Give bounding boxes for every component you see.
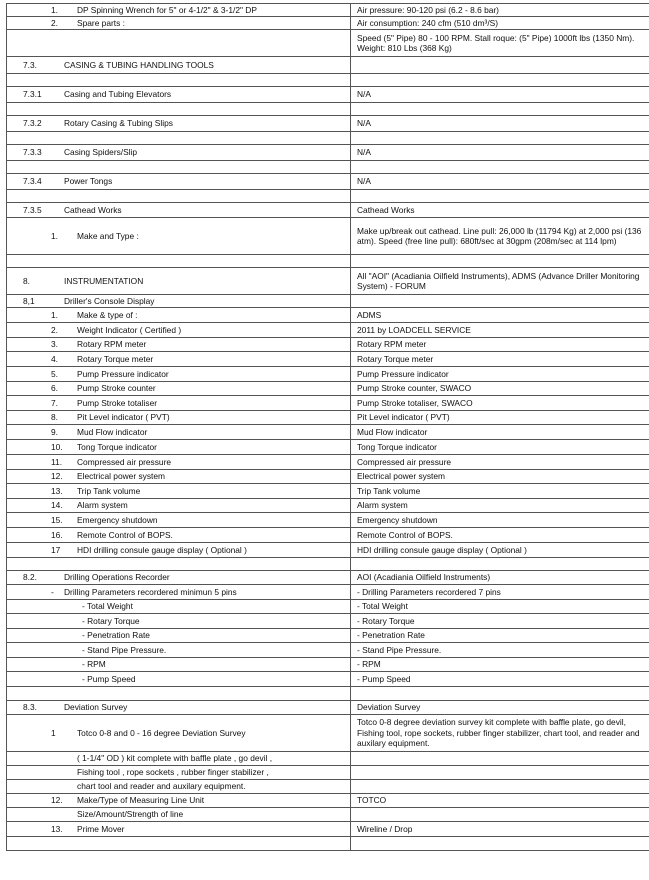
right-cell [351,585,649,600]
table-row [7,268,649,295]
left-text: Emergency shutdown [77,514,158,525]
right-text: Trip Tank volume [357,485,421,496]
left-text: Power Tongs [64,176,113,187]
section-number: 7.3.2 [23,118,42,129]
dash-marker: - [51,586,54,597]
left-cell [7,808,351,822]
item-number: 5. [51,368,58,379]
right-text: Speed (5" Pipe) 80 - 100 RPM. Stall roque: (5" Pipe) 1000ft lbs (1350 Nm). Weight: 810 Lbs (368 Kg) [357,32,635,53]
item-number: 2. [51,324,58,335]
table-row [7,87,649,103]
table-row [7,794,649,808]
section-number: 7.3.4 [23,176,42,187]
table-row [7,74,649,87]
right-cell [351,629,649,643]
left-cell [7,440,351,455]
table-row [7,543,649,558]
table-row [7,323,649,338]
left-cell [7,752,351,766]
right-cell [351,116,649,132]
table-row [7,30,649,57]
section-number: 8,1 [23,295,35,306]
table-row [7,752,649,766]
table-row [7,558,649,571]
section-number: 7.3.1 [23,89,42,100]
item-number: 4. [51,353,58,364]
table-row [7,396,649,411]
right-text: - Drilling Parameters recordered 7 pins [357,586,501,597]
right-text: ADMS [357,309,382,320]
right-cell [351,323,649,338]
right-cell [351,174,649,190]
right-cell [351,499,649,513]
left-text: Pump Stroke counter [77,383,156,394]
left-text: Casing Spiders/Slip [64,147,138,158]
right-text: Pump Stroke counter, SWACO [357,383,472,394]
left-text: - Total Weight [82,601,133,612]
table-row [7,295,649,308]
right-text: Wireline / Drop [357,823,413,834]
left-cell [7,203,351,218]
table-row [7,614,649,629]
item-number: 6. [51,383,58,394]
table-row [7,470,649,484]
left-cell [7,470,351,484]
left-cell [7,794,351,808]
right-text: Pump Stroke totaliser, SWACO [357,397,473,408]
left-cell [7,338,351,352]
section-number: 8.2. [23,572,37,583]
left-text: Electrical power system [77,471,165,482]
right-cell [351,190,649,203]
table-row [7,528,649,543]
right-cell [351,470,649,484]
item-number: 1 [51,727,56,738]
right-text: Totco 0-8 degree deviation survey kit complete with baffle plate, go devil, Fishing tool, rope sockets, rubber finger stabilizer, chart tool, and reader and auxilary equipment. [357,717,640,749]
table-row [7,17,649,30]
table-row [7,837,649,851]
right-cell [351,715,649,752]
right-text: Air pressure: 90-120 psi (6.2 - 8.6 bar) [357,4,499,15]
left-cell [7,4,351,17]
section-number: 8.3. [23,702,37,713]
left-cell [7,585,351,600]
left-cell [7,411,351,425]
right-cell [351,295,649,308]
left-cell [7,715,351,752]
left-text: Remote Control of BOPS. [77,529,173,540]
right-text: Tong Torque indicator [357,441,437,452]
table-row [7,190,649,203]
left-text: Driller's Console Display [64,295,155,306]
left-text: HDI drilling consule gauge display ( Optional ) [77,544,247,555]
item-number: 2. [51,17,58,28]
table-row [7,766,649,780]
right-text: AOI (Acadiania Oilfield Instruments) [357,572,491,583]
item-number: 1. [51,309,58,320]
right-text: - Rotary Torque [357,615,415,626]
right-cell [351,425,649,440]
item-number: 9. [51,426,58,437]
left-text: Tong Torque indicator [77,441,157,452]
left-cell [7,455,351,470]
table-row [7,352,649,367]
item-number: 14. [51,500,63,511]
right-text: Electrical power system [357,471,445,482]
table-row [7,499,649,513]
right-text: Pump Pressure indicator [357,368,449,379]
left-cell [7,780,351,794]
right-text: Rotary Torque meter [357,353,434,364]
item-number: 8. [51,412,58,423]
table-row [7,822,649,837]
right-cell [351,4,649,17]
right-cell [351,658,649,672]
left-text: Fishing tool , rope sockets , rubber finger stabilizer , [77,767,269,778]
left-cell [7,543,351,558]
left-text: Rotary Torque meter [77,353,154,364]
item-number: 11. [51,456,63,467]
left-text: Mud Flow indicator [77,426,148,437]
left-text: - Penetration Rate [82,630,150,641]
table-row [7,132,649,145]
left-text: Totco 0-8 and 0 - 16 degree Deviation Survey [77,727,246,738]
left-cell [7,174,351,190]
table-row [7,382,649,396]
left-text: Size/Amount/Strength of line [77,809,184,820]
right-cell [351,203,649,218]
left-cell [7,571,351,585]
right-cell [351,367,649,382]
left-cell [7,268,351,295]
left-cell [7,352,351,367]
left-cell [7,513,351,528]
left-text: Prime Mover [77,823,125,834]
left-text: Alarm system [77,500,128,511]
table-row [7,116,649,132]
left-cell [7,600,351,614]
right-cell [351,161,649,174]
table-row [7,585,649,600]
right-cell [351,255,649,268]
table-row [7,161,649,174]
right-text: N/A [357,89,371,100]
left-cell [7,425,351,440]
right-cell [351,308,649,323]
right-cell [351,543,649,558]
left-cell [7,145,351,161]
item-number: 1. [51,230,58,241]
right-cell [351,268,649,295]
right-cell [351,600,649,614]
table-row [7,780,649,794]
table-row [7,455,649,470]
right-cell [351,396,649,411]
table-row [7,367,649,382]
right-cell [351,338,649,352]
right-text: N/A [357,118,371,129]
right-cell [351,57,649,74]
right-cell [351,382,649,396]
left-cell [7,396,351,411]
left-cell [7,629,351,643]
left-cell [7,382,351,396]
right-text: Mud Flow indicator [357,426,428,437]
left-text: - RPM [82,659,106,670]
right-text: TOTCO [357,795,387,806]
left-text: Compressed air pressure [77,456,172,467]
right-cell [351,455,649,470]
right-cell [351,780,649,794]
left-text: CASING & TUBING HANDLING TOOLS [64,59,214,70]
left-cell [7,658,351,672]
section-number: 8. [23,275,30,286]
right-cell [351,837,649,851]
table-row [7,701,649,715]
table-row [7,643,649,658]
left-cell [7,837,351,851]
right-cell [351,752,649,766]
right-cell [351,218,649,255]
table-row [7,57,649,74]
left-cell [7,701,351,715]
right-text: Deviation Survey [357,702,421,713]
left-text: DP Spinning Wrench for 5" or 4-1/2" & 3-1/2" DP [77,4,257,15]
left-cell [7,161,351,174]
left-cell [7,116,351,132]
table-row [7,513,649,528]
right-cell [351,614,649,629]
right-cell [351,17,649,30]
item-number: 12. [51,795,63,806]
left-text: Pit Level indicator ( PVT) [77,412,170,423]
right-cell [351,352,649,367]
item-number: 13. [51,485,63,496]
left-text: Make & type of : [77,309,138,320]
section-number: 7.3.3 [23,147,42,158]
right-cell [351,528,649,543]
left-text: Deviation Survey [64,702,128,713]
right-cell [351,643,649,658]
right-cell [351,558,649,571]
right-cell [351,808,649,822]
left-text: Pump Pressure indicator [77,368,169,379]
right-cell [351,103,649,116]
right-cell [351,74,649,87]
left-cell [7,295,351,308]
table-row [7,338,649,352]
table-row [7,255,649,268]
left-text: - Pump Speed [82,673,136,684]
section-number: 7.3. [23,59,37,70]
right-text: - RPM [357,659,381,670]
left-text: INSTRUMENTATION [64,275,144,286]
table-row [7,174,649,190]
right-cell [351,87,649,103]
item-number: 13. [51,823,63,834]
right-text: 2011 by LOADCELL SERVICE [357,324,471,335]
left-cell [7,30,351,57]
right-text: Emergency shutdown [357,514,438,525]
right-text: Pit Level indicator ( PVT) [357,412,450,423]
right-cell [351,672,649,687]
left-text: Rotary RPM meter [77,339,147,350]
left-cell [7,499,351,513]
left-text: Cathead Works [64,204,122,215]
section-number: 7.3.5 [23,204,42,215]
item-number: 17 [51,544,61,555]
left-text: Spare parts : [77,17,125,28]
left-text: Casing and Tubing Elevators [64,89,172,100]
table-row [7,308,649,323]
left-cell [7,558,351,571]
table-row [7,440,649,455]
table-row [7,672,649,687]
right-text: Remote Control of BOPS. [357,529,453,540]
right-text: Air consumption: 240 cfm (510 dm³/S) [357,17,499,28]
right-text: - Total Weight [357,601,408,612]
right-text: All "AOI" (Acadiania Oilfield Instruments), ADMS (Advance Driller Monitoring System) - FORUM [357,270,640,291]
table-row [7,715,649,752]
left-cell [7,766,351,780]
right-cell [351,440,649,455]
table-row [7,658,649,672]
right-cell [351,132,649,145]
right-text: - Penetration Rate [357,630,425,641]
item-number: 16. [51,529,63,540]
specification-table [6,3,649,851]
table-row [7,103,649,116]
right-cell [351,30,649,57]
right-text: Rotary RPM meter [357,339,427,350]
left-cell [7,74,351,87]
left-cell [7,528,351,543]
table-row [7,687,649,701]
table-row [7,411,649,425]
left-text: Drilling Parameters recordered minimun 5 pins [64,586,237,597]
right-cell [351,822,649,837]
left-cell [7,687,351,701]
right-text: HDI drilling consule gauge display ( Optional ) [357,544,527,555]
left-cell [7,190,351,203]
table-row [7,629,649,643]
left-cell [7,323,351,338]
table-row [7,600,649,614]
table-row [7,4,649,17]
left-cell [7,672,351,687]
item-number: 15. [51,514,63,525]
right-cell [351,766,649,780]
item-number: 7. [51,397,58,408]
left-cell [7,132,351,145]
right-cell [351,687,649,701]
left-text: - Rotary Torque [82,615,140,626]
left-text: Trip Tank volume [77,485,141,496]
right-text: - Stand Pipe Pressure. [357,644,442,655]
left-text: Weight Indicator ( Certified ) [77,324,182,335]
left-cell [7,643,351,658]
item-number: 1. [51,4,58,15]
left-text: Drilling Operations Recorder [64,572,170,583]
left-text: - Stand Pipe Pressure. [82,644,167,655]
left-cell [7,17,351,30]
right-cell [351,513,649,528]
right-text: Compressed air pressure [357,456,452,467]
left-cell [7,308,351,323]
left-text: chart tool and reader and auxilary equipment. [77,781,246,792]
right-cell [351,571,649,585]
table-row [7,203,649,218]
left-cell [7,822,351,837]
table-row [7,145,649,161]
left-text: Make and Type : [77,230,139,241]
left-cell [7,103,351,116]
left-text: Rotary Casing & Tubing Slips [64,118,173,129]
right-text: - Pump Speed [357,673,411,684]
left-text: ( 1-1/4" OD ) kit complete with baffle plate , go devil , [77,753,273,764]
left-cell [7,255,351,268]
left-text: Pump Stroke totaliser [77,397,158,408]
item-number: 3. [51,339,58,350]
table-row [7,808,649,822]
left-cell [7,614,351,629]
item-number: 12. [51,471,63,482]
right-text: Alarm system [357,500,408,511]
table-row [7,425,649,440]
left-cell [7,218,351,255]
right-cell [351,145,649,161]
table-row [7,484,649,499]
right-text: Make up/break out cathead. Line pull: 26,000 lb (11794 Kg) at 2,000 psi (136 atm). Speed (free line pull): 680ft/sec at 30gpm (208m/sec at 114 lpm) [357,225,642,246]
right-cell [351,484,649,499]
left-text: Make/Type of Measuring Line Unit [77,795,205,806]
right-text: N/A [357,176,371,187]
left-cell [7,367,351,382]
left-cell [7,484,351,499]
left-cell [7,87,351,103]
right-cell [351,411,649,425]
table-row [7,218,649,255]
right-cell [351,794,649,808]
left-cell [7,57,351,74]
item-number: 10. [51,441,63,452]
right-text: Cathead Works [357,204,415,215]
table-row [7,571,649,585]
right-cell [351,701,649,715]
right-text: N/A [357,147,371,158]
